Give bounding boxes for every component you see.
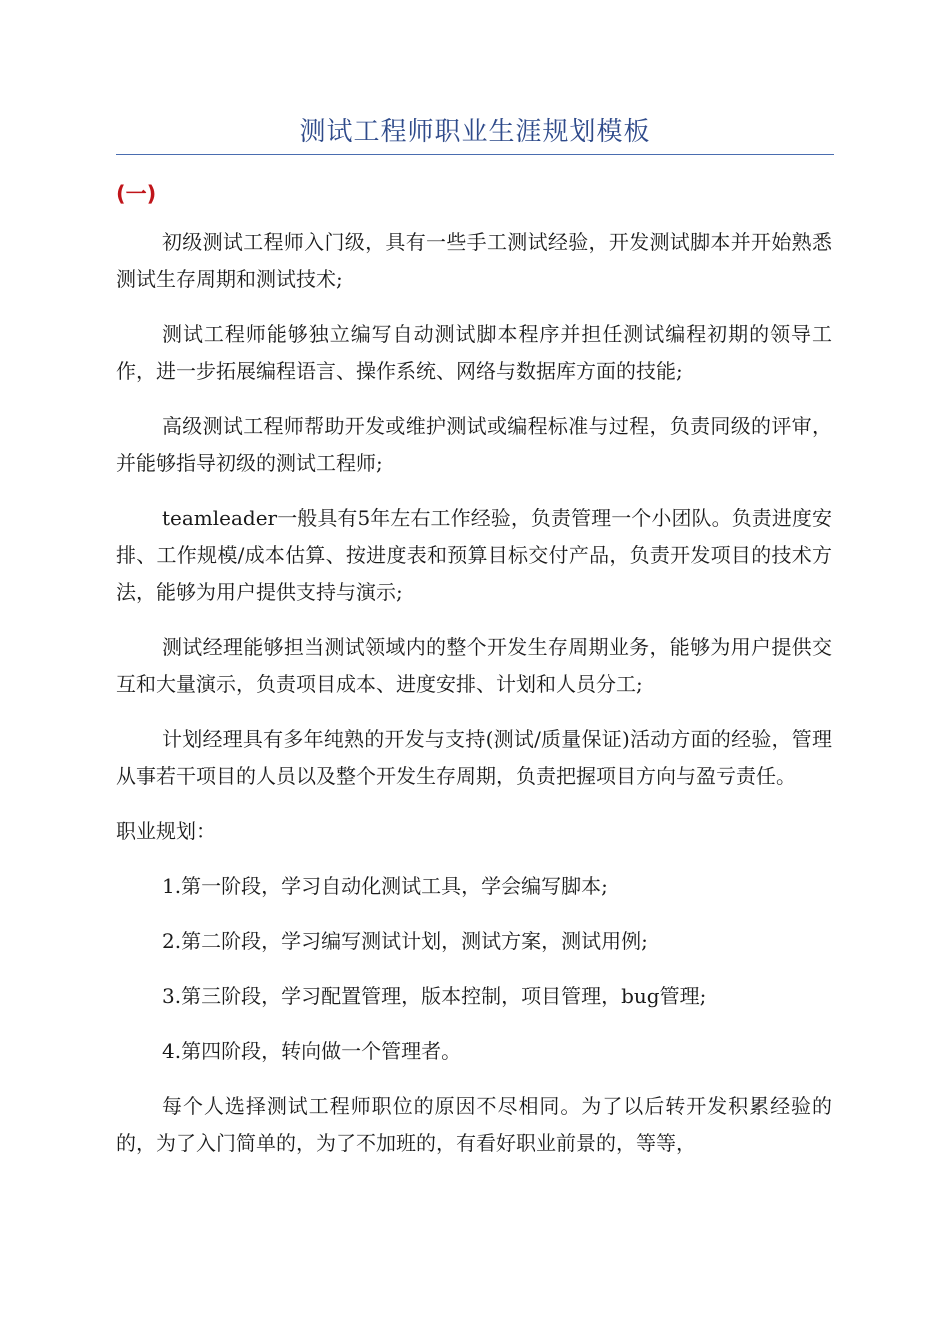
document-title: 测试工程师职业生涯规划模板 (299, 117, 651, 147)
career-plan-label: 职业规划： (116, 819, 216, 843)
title-underline (116, 154, 834, 155)
section-heading: (一) (116, 182, 157, 206)
paragraph-program-manager: 计划经理具有多年纯熟的开发与支持(测试/质量保证)活动方面的经验，管理从事若干项目的人员以及整个开发生存周期，负责把握项目方向与盈亏责任。 (116, 727, 832, 788)
paragraph-test-manager: 测试经理能够担当测试领域内的整个开发生存周期业务，能够为用户提供交互和大量演示，负责项目成本、进度安排、计划和人员分工; (116, 635, 832, 696)
career-plan-item-4: 4.第四阶段，转向做一个管理者。 (162, 1039, 462, 1063)
paragraph-closing: 每个人选择测试工程师职位的原因不尽相同。为了以后转开发积累经验的的，为了入门简单的，为了不加班的，有看好职业前景的，等等， (116, 1094, 832, 1155)
career-plan-item-3: 3.第三阶段，学习配置管理，版本控制，项目管理，bug管理; (162, 984, 707, 1008)
career-plan-item-2: 2.第二阶段，学习编写测试计划，测试方案，测试用例; (162, 929, 648, 953)
paragraph-team-leader: teamleader一般具有5年左右工作经验，负责管理一个小团队。负责进度安排、工作规模/成本估算、按进度表和预算目标交付产品，负责开发项目的技术方法，能够为用户提供支持与演示; (116, 506, 832, 604)
paragraph-senior-tester: 高级测试工程师帮助开发或维护测试或编程标准与过程，负责同级的评审，并能够指导初级的测试工程师; (116, 414, 832, 475)
paragraph-junior-tester: 初级测试工程师入门级，具有一些手工测试经验，开发测试脚本并开始熟悉测试生存周期和测试技术; (116, 230, 832, 291)
document-body (116, 224, 832, 1180)
career-plan-item-1: 1.第一阶段，学习自动化测试工具，学会编写脚本; (162, 874, 608, 898)
paragraph-test-engineer: 测试工程师能够独立编写自动测试脚本程序并担任测试编程初期的领导工作，进一步拓展编程语言、操作系统、网络与数据库方面的技能; (116, 322, 832, 383)
